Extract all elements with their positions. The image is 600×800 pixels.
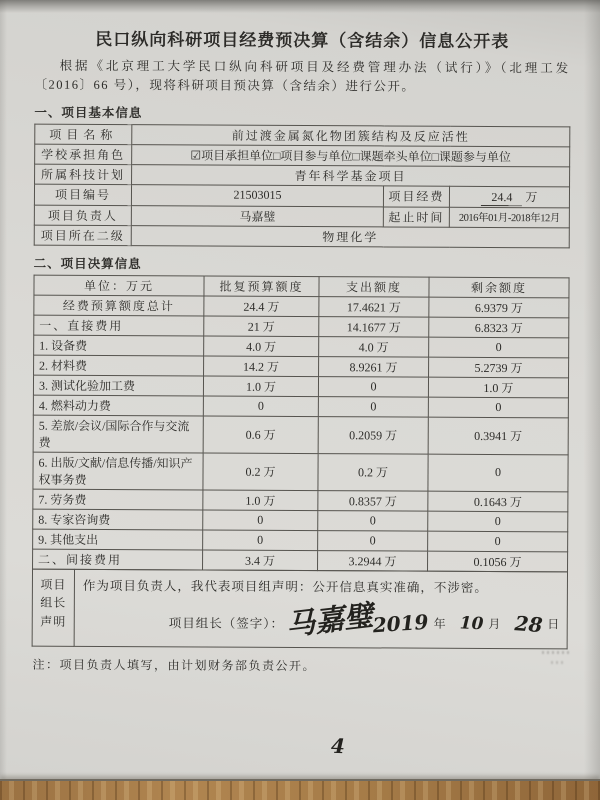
wooden-desk-surface [0, 779, 600, 800]
fund-value-cell [449, 186, 569, 208]
month-unit-label: 月 [488, 616, 501, 632]
budget-row-label: 9. 其他支出 [33, 529, 203, 550]
budget-row-labor [33, 489, 568, 512]
declaration-label-line: 组长 [40, 595, 67, 610]
budget-row-label: 一、直接费用 [34, 315, 204, 336]
budget-cell-remaining: 0.3941 万 [428, 417, 568, 455]
budget-cell-approved: 0 [203, 529, 318, 550]
basic-info-table [34, 123, 571, 248]
budget-cell-spent: 0 [318, 510, 428, 531]
budget-cell-approved: 1.0 万 [203, 489, 318, 510]
declaration-label-line: 项目 [40, 577, 67, 592]
budget-cell-spent: 17.4621 万 [319, 296, 429, 317]
declaration-label [32, 569, 74, 646]
budget-row-label: 4. 燃料动力费 [33, 395, 203, 416]
budget-row-label: 5. 差旅/会议/国际合作与交流费 [33, 415, 203, 453]
year-unit-label: 年 [433, 616, 446, 631]
budget-cell-spent: 8.9261 万 [319, 356, 429, 377]
budget-cell-remaining: 0 [428, 397, 568, 418]
day-unit-label: 日 [547, 617, 560, 632]
handwritten-month: 10 [459, 612, 484, 634]
budget-cell-remaining: 0 [429, 337, 569, 358]
table-row-role [35, 144, 570, 167]
budget-header-approved: 批复预算额度 [204, 276, 319, 297]
budget-cell-remaining: 5.2739 万 [429, 357, 569, 378]
fund-amount: 24.4 [481, 189, 522, 205]
budget-cell-spent: 4.0 万 [319, 336, 429, 357]
budget-cell-spent: 14.1677 万 [319, 316, 429, 337]
budget-row-label: 1. 设备费 [34, 335, 204, 356]
budget-row-label: 2. 材料费 [34, 355, 204, 376]
budget-row-equipment [34, 335, 569, 358]
declaration-statement: 作为项目负责人，我代表项目组声明：公开信息真实准确，不涉密。 [82, 578, 488, 595]
handwritten-year: 2019 [372, 609, 430, 637]
budget-cell-spent: 0.8357 万 [318, 490, 428, 511]
budget-row-label: 3. 测试化验加工费 [33, 375, 203, 396]
handwritten-page-number: 4 [330, 733, 346, 759]
fund-unit: 万 [525, 189, 538, 204]
budget-cell-remaining: 0 [428, 511, 568, 532]
intro-paragraph: 根据《北京理工大学民口纵向科研项目及经费管理办法（试行）》（北理工发〔2016〕66 号），现将科研项目预决算（含结余）进行公开。 [34, 58, 570, 94]
budget-row-label: 经费预算额度总计 [34, 295, 204, 316]
declaration-label-line: 声明 [40, 614, 67, 629]
fund-label: 项目经费 [383, 185, 449, 206]
role-label: 学校承担角色 [35, 144, 132, 165]
budget-cell-approved: 0 [203, 509, 318, 530]
footnote: 注：项目负责人填写，由计划财务部负责公开。 [32, 657, 317, 673]
handwritten-signature: 马嘉璧 [284, 598, 375, 643]
pi-name: 马嘉璧 [131, 205, 383, 226]
budget-cell-spent: 0 [318, 396, 428, 417]
budget-row-materials [34, 355, 569, 378]
budget-row-publication [33, 452, 568, 492]
handwritten-day: 28 [513, 610, 544, 637]
budget-row-other [33, 529, 568, 552]
declaration-table [32, 568, 568, 649]
budget-cell-spent: 0.2059 万 [318, 416, 428, 454]
signature-date [373, 611, 561, 636]
budget-cell-spent: 3.2944 万 [318, 550, 428, 571]
budget-cell-approved: 0.6 万 [203, 415, 318, 453]
budget-cell-approved: 4.0 万 [204, 336, 319, 357]
pi-label: 项目负责人 [34, 205, 131, 226]
table-row-unit [34, 225, 569, 248]
period-label: 起止时间 [383, 206, 449, 226]
budget-cell-approved: 24.4 万 [204, 296, 319, 317]
budget-cell-remaining: 6.8323 万 [429, 317, 569, 338]
signature-label: 项目组长（签字）： [168, 615, 285, 631]
budget-cell-remaining: 1.0 万 [428, 377, 568, 398]
budget-cell-approved: 3.4 万 [203, 549, 318, 570]
budget-cell-remaining: 6.9379 万 [429, 297, 569, 318]
budget-row-direct [34, 315, 569, 338]
project-number-label: 项目编号 [34, 184, 131, 206]
plan-label: 所属科技计划 [35, 164, 132, 185]
budget-cell-approved: 21 万 [204, 316, 319, 337]
budget-cell-spent: 0 [318, 376, 428, 397]
budget-header-remaining: 剩余额度 [429, 277, 569, 298]
budget-row-total [34, 295, 569, 318]
photo-right-shadow [584, 0, 600, 779]
budget-cell-approved: 14.2 万 [204, 356, 319, 377]
plan-value: 青年科学基金项目 [132, 164, 570, 186]
project-name-label: 项目名称 [35, 124, 132, 145]
budget-row-testing [33, 375, 568, 398]
budget-cell-remaining: 0 [428, 454, 568, 492]
declaration-row [32, 569, 567, 649]
budget-cell-remaining: 0.1643 万 [428, 491, 568, 512]
photo-top-shadow [0, 0, 600, 13]
photo-left-shadow [0, 0, 7, 779]
table-row-number-fund [34, 184, 569, 208]
budget-cell-remaining: 0.1056 万 [428, 551, 568, 572]
budget-row-travel [33, 415, 568, 455]
declaration-body [74, 569, 567, 649]
budget-row-label: 6. 出版/文献/信息传播/知识产权事务费 [33, 452, 203, 490]
budget-row-label: 二、间接费用 [33, 549, 203, 570]
bleed-through-mark [542, 651, 569, 654]
page-title: 民口纵向科研项目经费预决算（含结余）信息公开表 [95, 29, 510, 52]
section-title-budget-info: 二、项目决算信息 [33, 256, 142, 271]
unit-value: 物理化学 [131, 225, 569, 247]
budget-cell-spent: 0.2 万 [318, 453, 428, 491]
budget-cell-remaining: 0 [428, 531, 568, 552]
budget-row-fuel-power [33, 395, 568, 418]
budget-cell-spent: 0 [318, 530, 428, 551]
table-row-pi-period [34, 205, 569, 228]
budget-table [32, 274, 570, 572]
section-title-basic-info: 一、项目基本信息 [34, 105, 143, 120]
bleed-through-mark [551, 661, 564, 664]
signature-row [83, 598, 560, 643]
budget-row-label: 8. 专家咨询费 [33, 509, 203, 530]
table-row-project-name [35, 124, 570, 147]
budget-row-label: 7. 劳务费 [33, 489, 203, 510]
budget-cell-approved: 0 [203, 395, 318, 416]
period-value: 2016 年 01 月 - 2018 年 12 月 [449, 207, 569, 228]
budget-header-spent: 支出额度 [319, 276, 429, 297]
table-row-plan [35, 164, 570, 187]
unit-label: 项目所在二级 [34, 225, 131, 246]
project-number-value: 21503015 [131, 184, 383, 206]
budget-header-unit: 单位：万元 [34, 275, 204, 296]
role-checkboxes: ☑项目承担单位□项目参与单位□课题牵头单位□课题参与单位 [132, 144, 570, 166]
budget-row-consulting [33, 509, 568, 532]
budget-header-row [34, 275, 569, 298]
budget-cell-approved: 0.2 万 [203, 452, 318, 490]
project-name-value: 前过渡金属氮化物团簇结构及反应活性 [132, 124, 570, 146]
budget-cell-approved: 1.0 万 [203, 376, 318, 397]
